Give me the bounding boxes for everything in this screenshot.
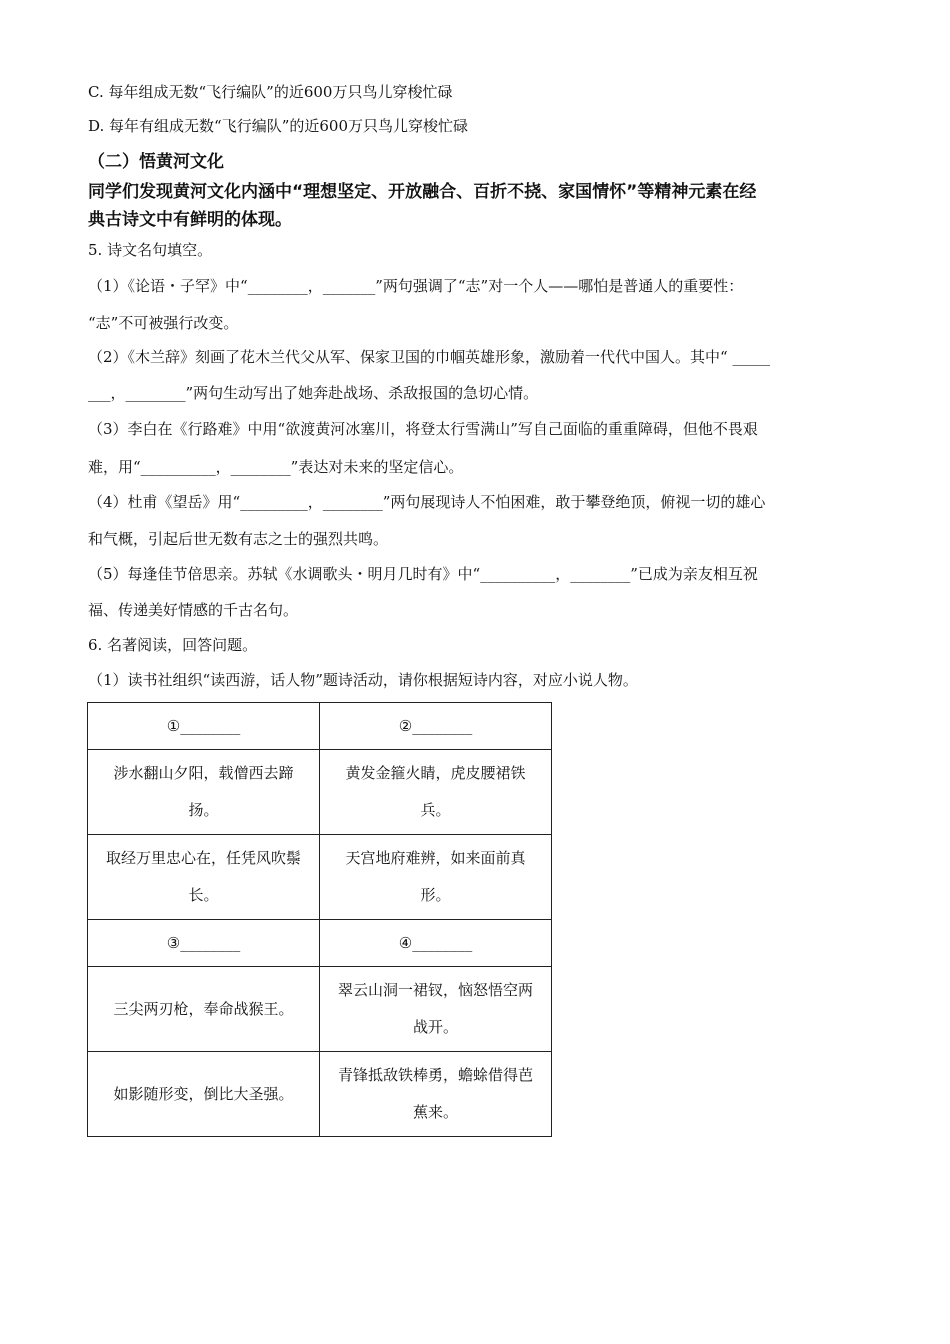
- section-intro-line1: 同学们发现黄河文化内涵中“理想坚定、开放融合、百折不挠、家国情怀”等精神元素在经: [88, 182, 757, 202]
- q5-item1-line1: （1）《论语・子罕》中“________，_______”两句强调了“志”对一个人——哪怕是普通人的重要性：: [88, 277, 744, 295]
- poem-cell: 如影随形变，倒比大圣强。: [88, 1052, 320, 1137]
- q6-title: 6. 名著阅读，回答问题。: [88, 636, 258, 654]
- table-row: [88, 920, 552, 967]
- poem-cell: 取经万里忠心在，任凭风吹鬃长。: [88, 835, 320, 920]
- poem-cell: 翠云山洞一裙钗，恼怒悟空两战开。: [320, 967, 552, 1052]
- table-row: [88, 1052, 552, 1137]
- poem-cell: 黄发金箍火睛，虎皮腰裙铁兵。: [320, 750, 552, 835]
- q5-item5-line2: 福、传递美好情感的千古名句。: [88, 601, 299, 619]
- answer-blank-3: ③________: [88, 920, 320, 967]
- q5-item4-line2: 和气概，引起后世无数有志之士的强烈共鸣。: [88, 530, 389, 548]
- table-row: [88, 750, 552, 835]
- option-c: C. 每年组成无数“飞行编队”的近600万只鸟儿穿梭忙碌: [88, 83, 453, 101]
- q5-item1-line2: “志”不可被强行改变。: [88, 314, 239, 332]
- section-intro-line2: 典古诗文中有鲜明的体现。: [88, 210, 292, 230]
- poem-cell: 三尖两刃枪，奉命战猴王。: [88, 967, 320, 1052]
- q6-sub1: （1）读书社组织“读西游，话人物”题诗活动，请你根据短诗内容，对应小说人物。: [88, 671, 638, 689]
- poem-cell: 青锋抵敌铁棒勇，蟾蜍借得芭蕉来。: [320, 1052, 552, 1137]
- character-table: [87, 702, 552, 1137]
- q5-item3-line1: （3）李白在《行路难》中用“欲渡黄河冰塞川，将登太行雪满山”写自己面临的重重障碍，但他不畏艰: [88, 420, 758, 438]
- q5-item3-line2: 难，用“__________，________”表达对未来的坚定信心。: [88, 458, 464, 476]
- answer-blank-4: ④________: [320, 920, 552, 967]
- option-d: D. 每年有组成无数“飞行编队”的近600万只鸟儿穿梭忙碌: [88, 117, 468, 135]
- table-row: [88, 967, 552, 1052]
- poem-cell: 天宫地府难辨，如来面前真形。: [320, 835, 552, 920]
- table-row: [88, 835, 552, 920]
- q5-item2-line1: （2）《木兰辞》刻画了花木兰代父从军、保家卫国的巾帼英雄形象，激励着一代代中国人。其中“ _____: [88, 348, 770, 366]
- q5-item4-line1: （4）杜甫《望岳》用“_________，________”两句展现诗人不怕困难，敢于攀登绝顶，俯视一切的雄心: [88, 493, 766, 511]
- q5-title: 5. 诗文名句填空。: [88, 241, 213, 259]
- table-row: [88, 703, 552, 750]
- q5-item5-line1: （5）每逢佳节倍思亲。苏轼《水调歌头・明月几时有》中“__________，________”已成为亲友相互祝: [88, 565, 758, 583]
- section-title: （二）悟黄河文化: [88, 152, 224, 172]
- q5-item2-line2: ___，________”两句生动写出了她奔赴战场、杀敌报国的急切心情。: [88, 384, 539, 402]
- poem-cell: 涉水翻山夕阳，载僧西去蹄扬。: [88, 750, 320, 835]
- answer-blank-2: ②________: [320, 703, 552, 750]
- answer-blank-1: ①________: [88, 703, 320, 750]
